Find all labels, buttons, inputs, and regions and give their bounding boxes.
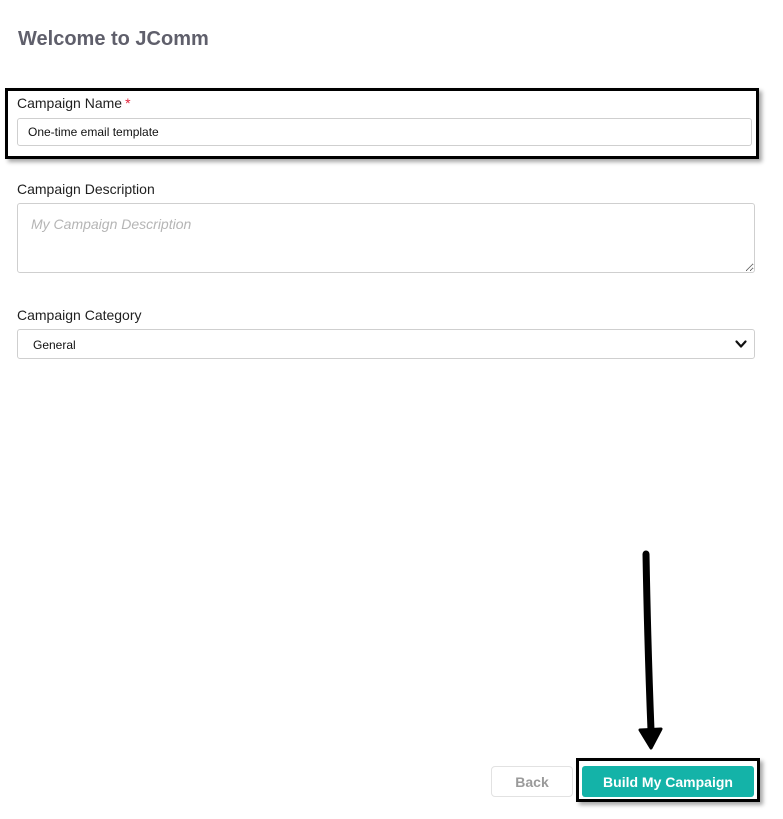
build-my-campaign-button[interactable]: Build My Campaign [582,766,754,797]
arrow-down-icon [632,550,668,755]
campaign-category-select[interactable] [17,329,755,359]
back-button[interactable]: Back [491,766,573,797]
campaign-name-label-text: Campaign Name [17,95,123,111]
campaign-category-label: Campaign Category [17,307,142,323]
campaign-name-label [17,95,131,111]
campaign-description-textarea[interactable] [17,203,755,273]
campaign-description-label: Campaign Description [17,181,155,197]
chevron-down-icon [734,337,748,351]
campaign-category-selected: General [33,338,76,352]
required-marker: * [125,95,131,111]
campaign-name-input[interactable] [17,118,752,146]
page-title: Welcome to JComm [18,28,209,50]
